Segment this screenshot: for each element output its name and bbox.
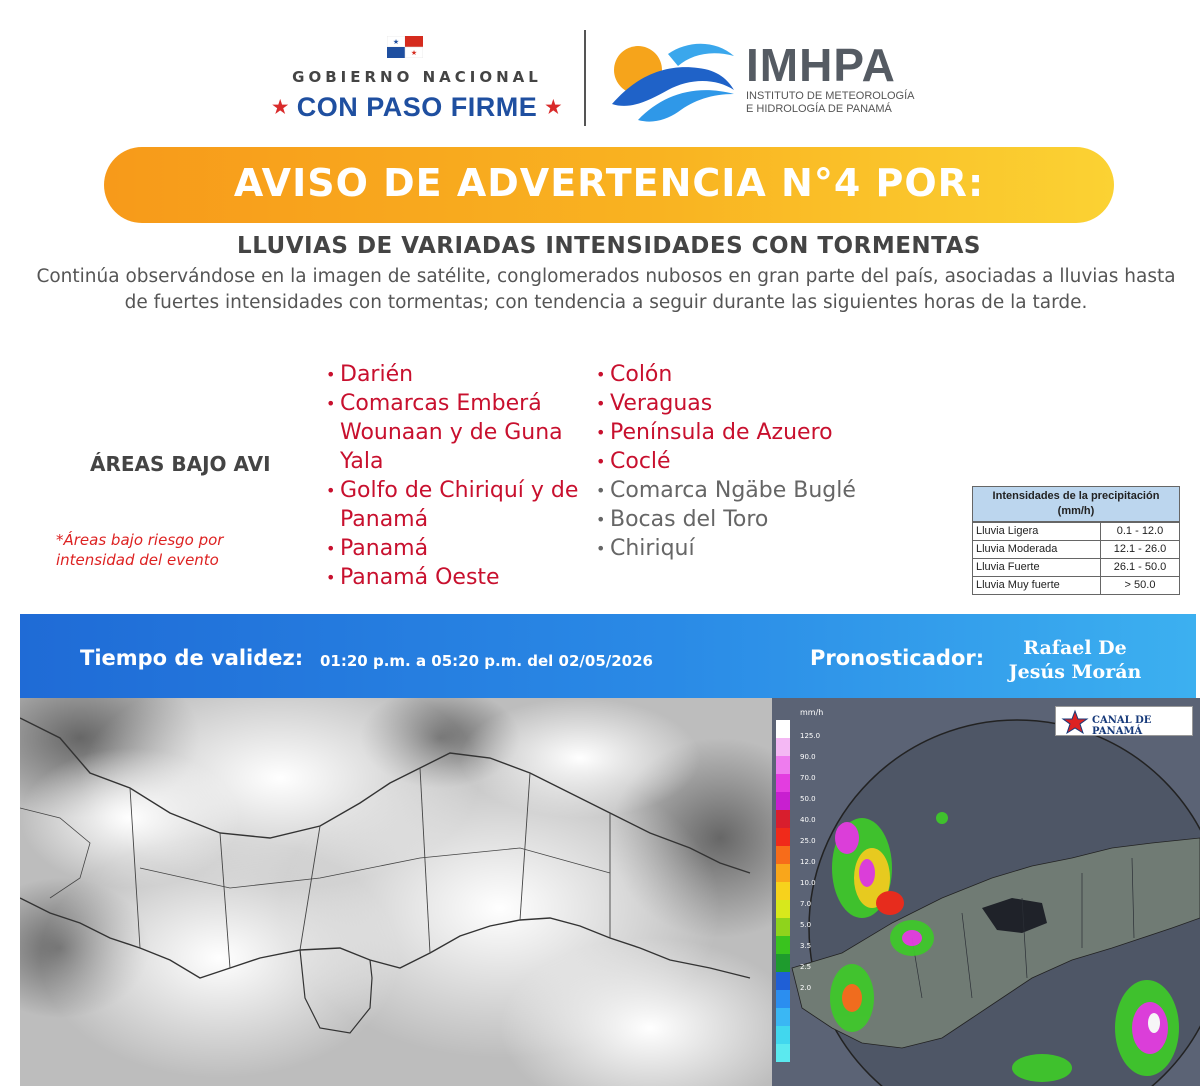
table-cell-name: Lluvia Moderada [973, 541, 1101, 558]
radar-scale-label: 2.5 [800, 963, 812, 971]
forecaster-name-line1: Rafael De [1023, 637, 1127, 659]
radar-scale-label: 40.0 [800, 816, 816, 824]
radar-map [772, 698, 1200, 1086]
warning-subtitle: LLUVIAS DE VARIADAS INTENSIDADES CON TORMENTAS [237, 233, 981, 259]
area-item: • Darién [326, 360, 596, 389]
warning-description: Continúa observándose en la imagen de satélite, conglomerados nubosos en gran parte del país, asociadas a lluvias hasta de fuertes intensidades con tormentas; con tendencia a seguir durante las siguientes horas de la tarde. [36, 266, 1176, 313]
imhpa-logo-icon [608, 34, 738, 124]
gov-slogan: CON PASO FIRME [296, 92, 538, 122]
canal-panama-logo [1055, 706, 1193, 736]
area-item: • Comarcas Emberá Wounaan y de Guna Yala [326, 389, 596, 476]
validity-bar [20, 614, 1196, 698]
areas-label: ÁREAS BAJO AVI [90, 452, 271, 476]
panama-flag-icon [387, 36, 423, 58]
table-row [973, 576, 1179, 594]
radar-scale-label: 7.0 [800, 900, 812, 908]
risk-note: *Áreas bajo riesgo por intensidad del evento [56, 531, 224, 569]
table-cell-name: Lluvia Fuerte [973, 559, 1101, 576]
area-item: • Coclé [596, 447, 896, 476]
gov-line1: GOBIERNO NACIONAL [292, 68, 542, 86]
radar-scale-label: 70.0 [800, 774, 816, 782]
intensity-table-title: Intensidades de la precipitación (mm/h) [973, 487, 1179, 522]
areas-column-1 [326, 360, 596, 592]
radar-scale-label: 10.0 [800, 879, 816, 887]
radar-scale-unit: mm/h [800, 708, 824, 717]
area-item: • Panamá Oeste [326, 563, 596, 592]
radar-image [772, 698, 1200, 1086]
star-icon: ★ [545, 97, 562, 117]
satellite-image [20, 698, 772, 1086]
area-item: • Comarca Ngäbe Buglé [596, 476, 896, 505]
forecaster-name [980, 636, 1170, 684]
banner-title: AVISO DE ADVERTENCIA N°4 POR: [233, 161, 985, 205]
validity-value: 01:20 p.m. a 05:20 p.m. del 02/05/2026 [320, 652, 653, 670]
area-item: • Panamá [326, 534, 596, 563]
org-subtitle [746, 90, 914, 116]
gov-line2 [262, 92, 572, 123]
canal-star-icon [1060, 709, 1090, 735]
table-cell-range: 0.1 - 12.0 [1116, 525, 1164, 537]
radar-scale-label: 50.0 [800, 795, 816, 803]
satellite-map [20, 698, 772, 1086]
table-cell-range: > 50.0 [1124, 579, 1156, 591]
header-divider [584, 30, 586, 126]
star-icon: ★ [272, 97, 289, 117]
forecaster-label: Pronosticador: [810, 646, 985, 670]
radar-scale-label: 3.5 [800, 942, 812, 950]
area-item: • Colón [596, 360, 896, 389]
canal-brand-text: CANAL DE PANAMÁ [1092, 715, 1152, 737]
table-row [973, 540, 1179, 558]
radar-scale-label: 125.0 [800, 732, 821, 740]
table-cell-name: Lluvia Muy fuerte [973, 577, 1101, 594]
radar-scale-label: 90.0 [800, 753, 816, 761]
radar-scale-label: 12.0 [800, 858, 816, 866]
table-cell-range: 12.1 - 26.0 [1113, 543, 1167, 555]
area-item: • Veraguas [596, 389, 896, 418]
org-subtitle-line2: E HIDROLOGÍA DE PANAMÁ [746, 103, 892, 115]
org-name: IMHPA [746, 39, 896, 91]
radar-color-scale [776, 720, 790, 1062]
svg-text:★: ★ [410, 49, 418, 57]
radar-scale-label: 25.0 [800, 837, 816, 845]
header [0, 0, 1200, 140]
areas-column-2 [596, 360, 896, 563]
area-item: • Chiriquí [596, 534, 896, 563]
radar-scale-label: 2.0 [800, 984, 812, 992]
org-subtitle-line1: INSTITUTO DE METEOROLOGÍA [746, 90, 915, 102]
radar-scale-label: 5.0 [800, 921, 812, 929]
intensity-table [972, 486, 1180, 595]
table-cell-range: 26.1 - 50.0 [1113, 561, 1167, 573]
svg-text:★: ★ [392, 38, 400, 46]
validity-label: Tiempo de validez: [80, 646, 304, 670]
area-item: • Península de Azuero [596, 418, 896, 447]
table-row [973, 558, 1179, 576]
title-banner [104, 147, 1114, 223]
area-item: • Golfo de Chiriquí y de Panamá [326, 476, 596, 534]
table-row [973, 522, 1179, 540]
forecaster-name-line2: Jesús Morán [1008, 661, 1142, 683]
area-item: • Bocas del Toro [596, 505, 896, 534]
table-cell-name: Lluvia Ligera [973, 523, 1101, 540]
